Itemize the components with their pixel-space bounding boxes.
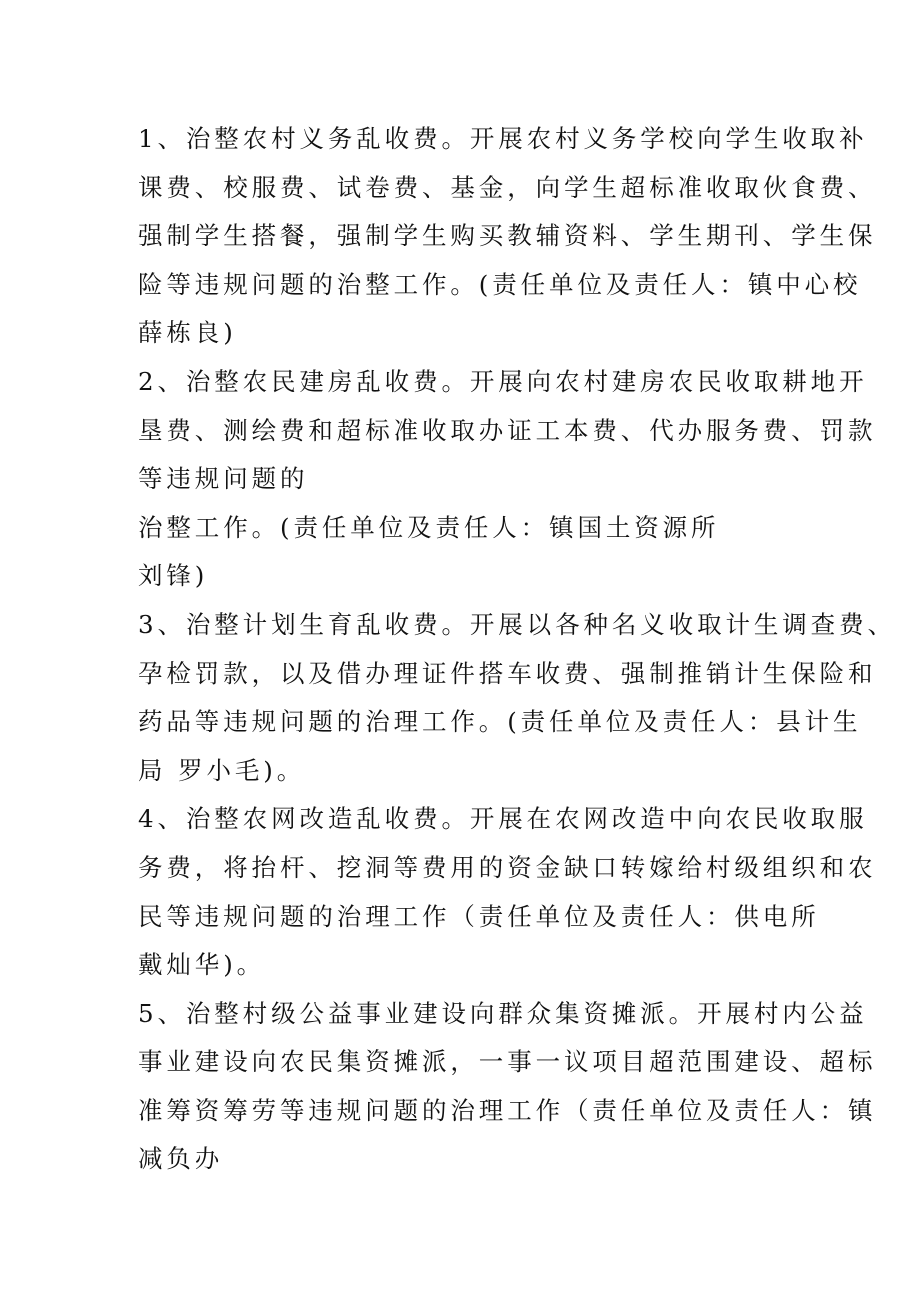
text-line: 民等违规问题的治理工作（责任单位及责任人：供电所 — [138, 901, 820, 931]
document-body — [138, 115, 896, 1184]
text-line: 垦费、测绘费和超标准收取办证工本费、代办服务费、罚款 — [138, 415, 877, 445]
text-line: 戴灿华)。 — [138, 950, 266, 980]
text-line: 减负办 — [138, 1144, 224, 1174]
text-line: 孕检罚款，以及借办理证件搭车收费、强制推销计生保险和 — [138, 658, 877, 688]
text-line: 事业建设向农民集资摊派，一事一议项目超范围建设、超标 — [138, 1047, 877, 1077]
text-line: 5、治整村级公益事业建设向群众集资摊派。开展村内公益 — [138, 998, 868, 1028]
text-line: 局 罗小毛)。 — [138, 755, 306, 785]
text-line: 课费、校服费、试卷费、基金，向学生超标准收取伙食费、 — [138, 172, 877, 202]
text-line: 务费，将抬杆、挖洞等费用的资金缺口转嫁给村级组织和农 — [138, 852, 877, 882]
text-line: 薛栋良) — [138, 318, 237, 348]
text-line: 3、治整计划生育乱收费。开展以各种名义收取计生调查费、 — [138, 609, 896, 639]
text-line: 药品等违规问题的治理工作。(责任单位及责任人：县计生 — [138, 707, 862, 737]
text-line: 4、治整农网改造乱收费。开展在农网改造中向农民收取服 — [138, 804, 868, 834]
text-line: 准筹资筹劳等违规问题的治理工作（责任单位及责任人：镇 — [138, 1095, 877, 1125]
text-line: 险等违规问题的治整工作。(责任单位及责任人：镇中心校 — [138, 269, 862, 299]
text-line: 1、治整农村义务乱收费。开展农村义务学校向学生收取补 — [138, 124, 868, 153]
text-line: 2、治整农民建房乱收费。开展向农村建房农民收取耕地开 — [138, 366, 868, 396]
text-line: 强制学生搭餐，强制学生购买教辅资料、学生期刊、学生保 — [138, 221, 877, 251]
text-line: 治整工作。(责任单位及责任人：镇国土资源所 — [138, 512, 720, 542]
text-line: 刘锋) — [138, 561, 209, 591]
text-line: 等违规问题的 — [138, 464, 309, 494]
